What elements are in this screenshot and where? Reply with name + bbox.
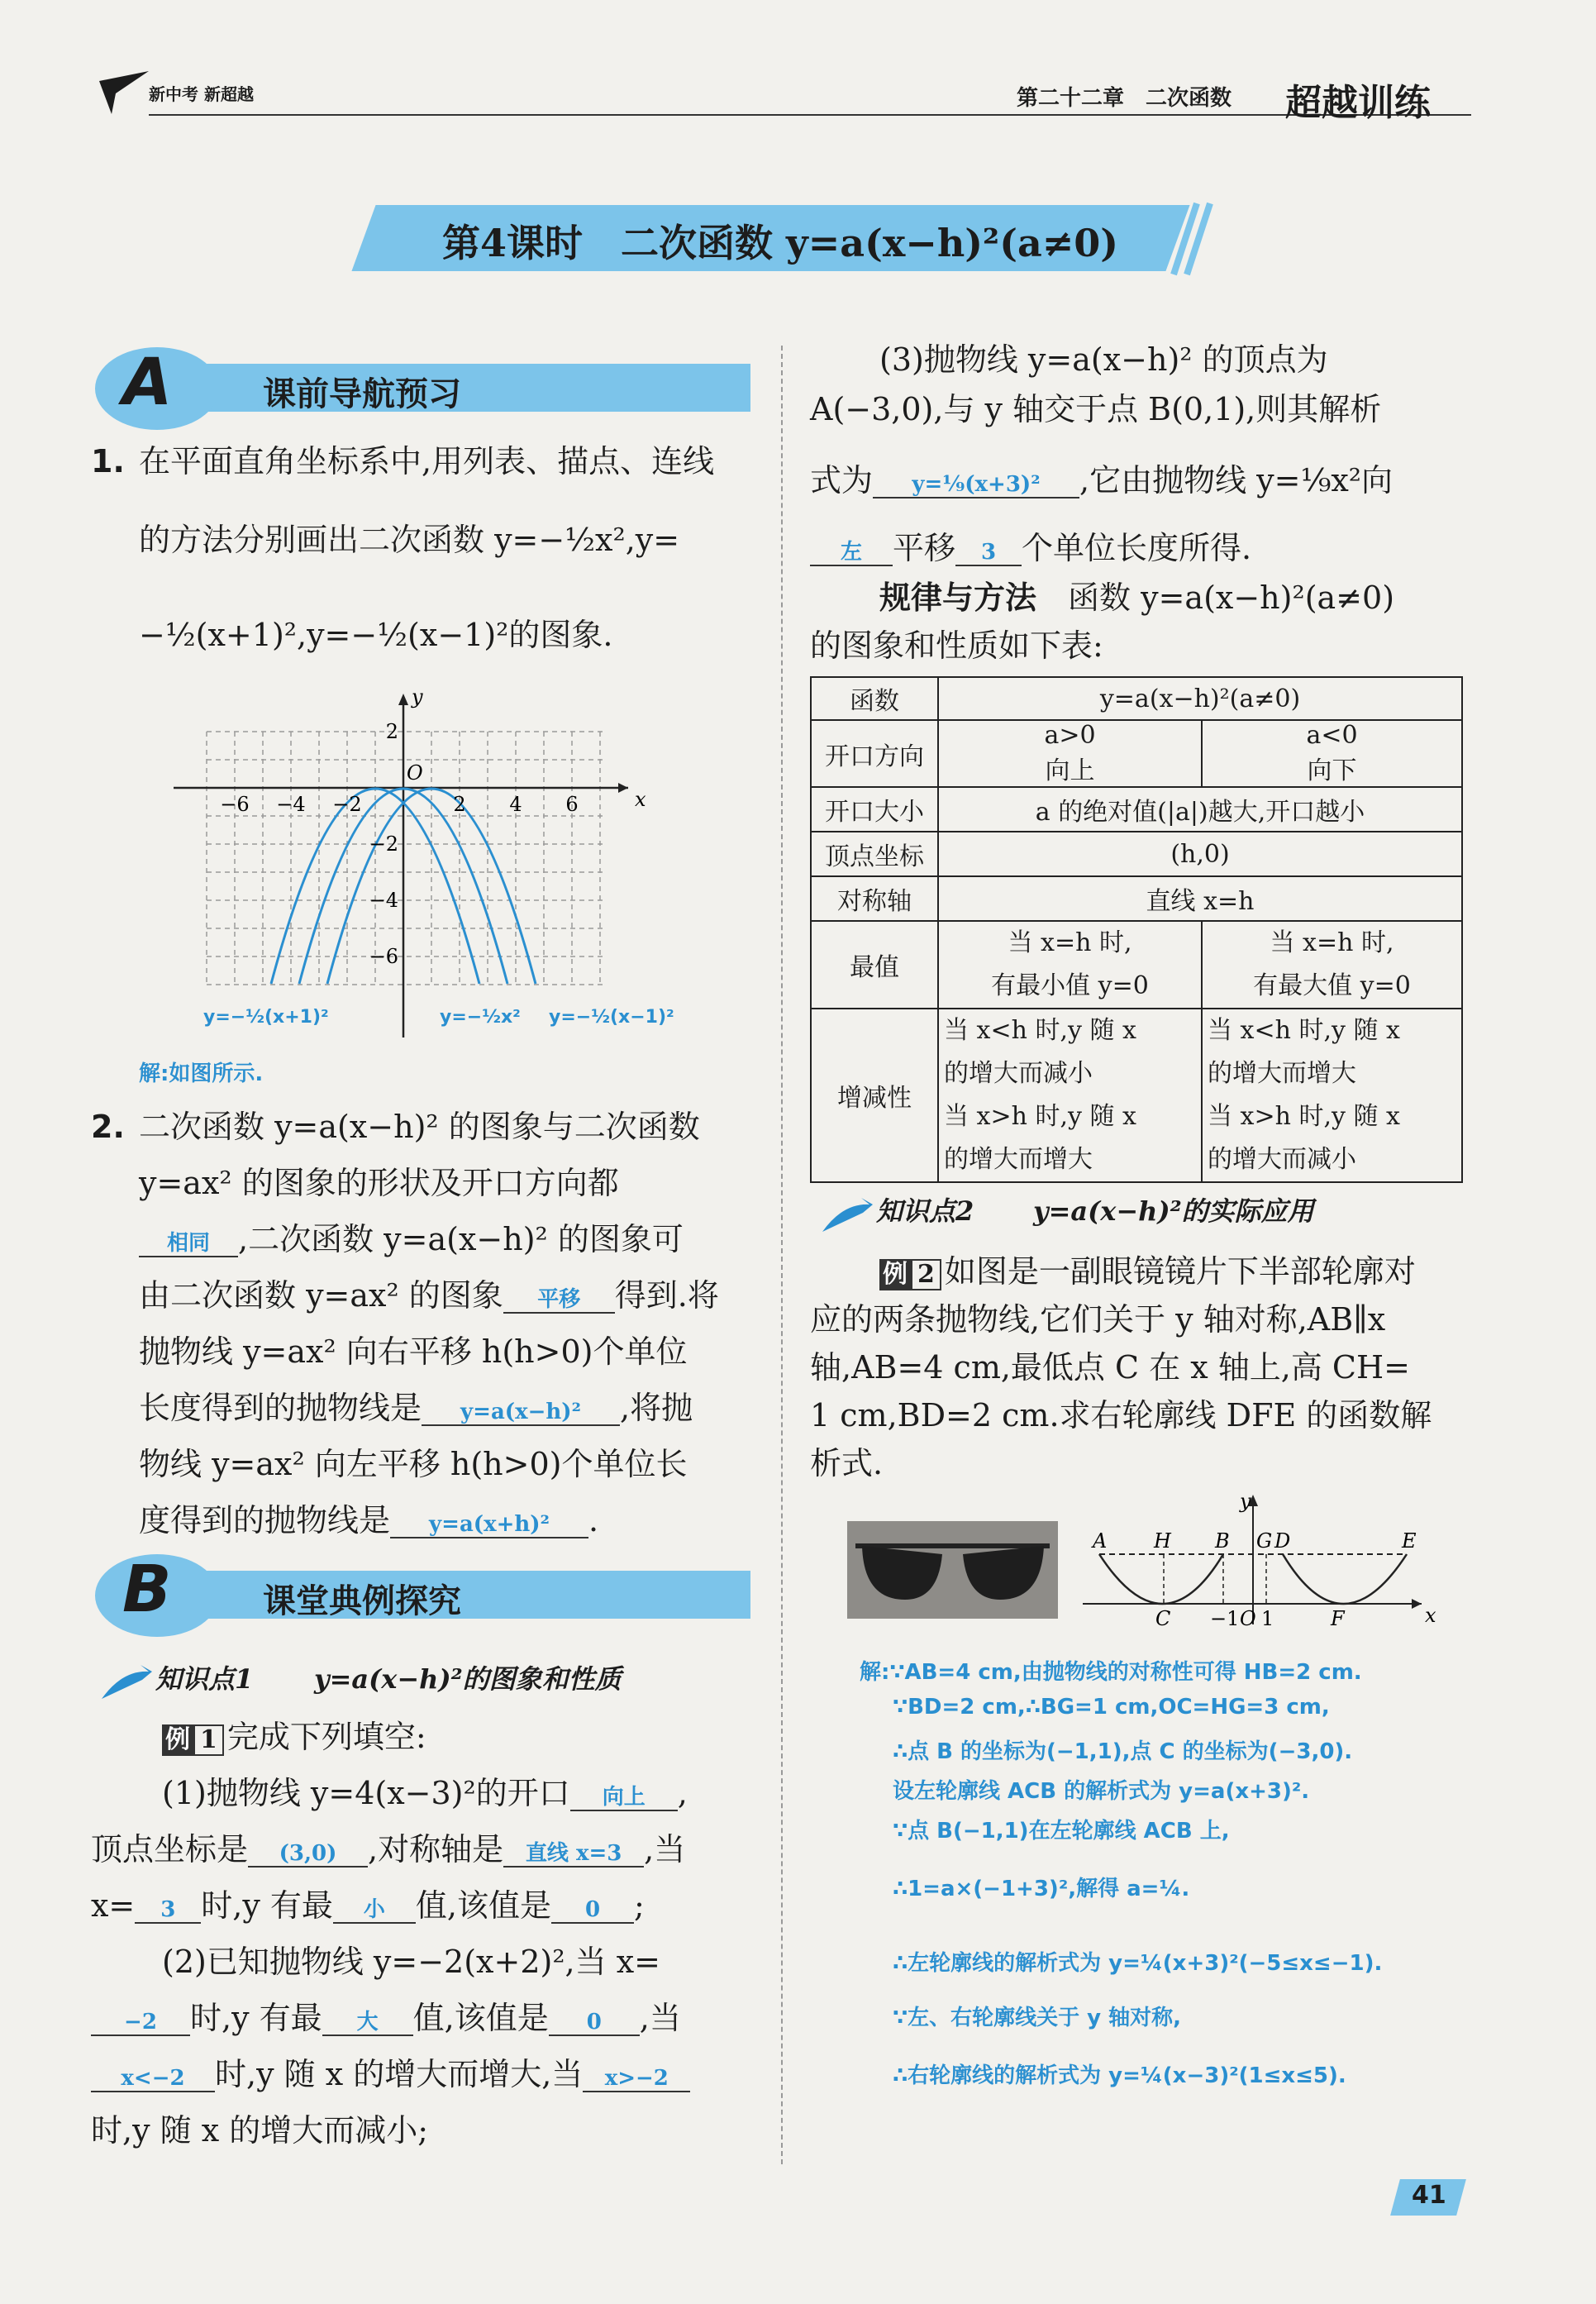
header-line [149, 114, 1471, 116]
q2-line2: y=ax² 的图象的形状及开口方向都 [139, 1165, 619, 1201]
rules-line2: 的图象和性质如下表: [810, 627, 1103, 664]
ex2-line4: 1 cm,BD=2 cm.求右轮廓线 DFE 的函数解 [810, 1397, 1432, 1433]
section-a-letter: A [122, 346, 173, 420]
q1-number: 1. [91, 443, 125, 479]
ex1-p2-line2: −2 时,y 有最 大 值,该值是 0 ,当 [91, 1991, 681, 2046]
label-curve-right: y=−½(x−1)² [549, 1007, 674, 1028]
kp1-title: y=a(x−h)²的图象和性质 [314, 1663, 622, 1695]
svg-text:A: A [1093, 1529, 1108, 1553]
ex1-p1-line2: 顶点坐标是 (3,0) ,对称轴是 直线 x=3 ,当 [91, 1831, 686, 1868]
section-b-letter: B [122, 1553, 172, 1627]
lens-profile-diagram [1074, 1488, 1438, 1629]
ex1-intro-line: 例 1 完成下列填空: [162, 1710, 426, 1765]
solution-line-6: ∴1=a×(−1+3)²,解得 a=¼. [893, 1877, 1190, 1901]
y-tick-m6: −6 [369, 945, 398, 968]
ex1-answer-max: 大 [322, 2011, 413, 2036]
header-chapter: 第二十二章 二次函数 [1017, 86, 1232, 111]
solution-line-9: ∴右轮廓线的解析式为 y=¼(x−3)²(1≤x≤5). [893, 2063, 1346, 2088]
q1-line3: −½(x+1)²,y=−½(x−1)²的图象. [139, 617, 613, 653]
q2-number: 2. [91, 1109, 125, 1145]
ex1-p1-line1: (1)抛物线 y=4(x−3)²的开口 向上 , [162, 1775, 688, 1811]
ex1-p2-line3: x<−2 时,y 随 x 的增大而增大,当 x>−2 [91, 2047, 690, 2102]
ex1-answer-x: 3 [135, 1898, 201, 1924]
svg-text:y: y [1240, 1490, 1251, 1513]
column-divider [781, 346, 783, 2164]
q2-line4: 由二次函数 y=ax² 的图象 平移 得到.将 [139, 1277, 719, 1314]
label-curve-left: y=−½(x+1)² [203, 1007, 329, 1028]
ex1-p3-line3: 式为 y=⅑(x+3)² ,它由抛物线 y=⅑x²向 [810, 462, 1393, 498]
q2-line6: 长度得到的抛物线是 y=a(x−h)² ,将抛 [139, 1390, 693, 1426]
ex1-answer-min: 小 [333, 1898, 416, 1924]
kp2-label: 知识点2 [876, 1195, 974, 1227]
q2-answer-left: y=a(x+h)² [390, 1513, 588, 1538]
x-tick-2: 2 [453, 793, 466, 816]
properties-table: 函数 y=a(x−h)²(a≠0) 开口方向 a>0 a<0 向上 向下 开口大小 a 的绝对值(|a|)越大,开口越小 顶点坐标 (h,0) 对称轴 直线 x=h 最值 当 x=h 时, 有最小值 y=0 当 x=h 时, 有最大值 y=0 增减性 当 x<h 时,y 随 x 的增大而减小 当 x>h 时,y 随 x 的增大而增大 当 x<h 时,y 随 x 的增大而增大 当 x>h 时,y 随 x 的增大而减小 [810, 676, 1463, 1183]
q1-line2: 的方法分别画出二次函数 y=−½x²,y= [139, 522, 680, 558]
solution-line-1: 解:∵AB=4 cm,由抛物线的对称性可得 HB=2 cm. [860, 1660, 1362, 1685]
q2-answer-same: 相同 [139, 1232, 238, 1257]
q1-line1: 在平面直角坐标系中,用列表、描点、连线 [139, 443, 715, 479]
lesson-title: 第4课时 二次函数 y=a(x−h)²(a≠0) [442, 221, 1119, 265]
q2-line5: 抛物线 y=ax² 向右平移 h(h>0)个单位 [139, 1333, 688, 1370]
ex1-p2-line1: (2)已知抛物线 y=−2(x+2)²,当 x= [162, 1944, 660, 1980]
ex1-p1-line3: x= 3 时,y 有最 小 值,该值是 0 ; [91, 1887, 645, 1924]
svg-text:G: G [1256, 1529, 1273, 1553]
ex1-p3-line1: (3)抛物线 y=a(x−h)² 的顶点为 [879, 341, 1328, 378]
q2-line1: 二次函数 y=a(x−h)² 的图象与二次函数 [139, 1109, 700, 1145]
ex1-p2-line4: 时,y 随 x 的增大而减小; [91, 2112, 429, 2149]
kp1-arrow-icon [98, 1662, 155, 1703]
header-brand: 新中考 新超越 [149, 84, 254, 104]
ex1-answer-dec: x>−2 [583, 2067, 690, 2092]
q2-line3: 相同 ,二次函数 y=a(x−h)² 的图象可 [139, 1212, 684, 1267]
ex1-answer-expr: y=⅑(x+3)² [873, 473, 1079, 498]
ex1-answer-value: 0 [551, 1898, 634, 1924]
ex1-answer-x2: −2 [91, 2011, 190, 2036]
svg-text:B: B [1215, 1529, 1230, 1553]
svg-text:C: C [1155, 1607, 1171, 1629]
svg-text:x: x [635, 788, 646, 811]
y-tick-m2: −2 [369, 832, 398, 856]
solution-line-5: ∵点 B(−1,1)在左轮廓线 ACB 上, [893, 1819, 1230, 1844]
svg-text:E: E [1402, 1529, 1417, 1553]
ex1-answer-vertex: (3,0) [248, 1842, 368, 1868]
solution-line-3: ∴点 B 的坐标为(−1,1),点 C 的坐标为(−3,0). [893, 1739, 1353, 1764]
ex1-p3-line2: A(−3,0),与 y 轴交于点 B(0,1),则其解析 [810, 391, 1382, 427]
svg-text:x: x [1425, 1604, 1436, 1627]
svg-text:D: D [1274, 1529, 1291, 1553]
q2-line8: 度得到的抛物线是 y=a(x+h)² . [139, 1502, 599, 1538]
page-number: 41 [1412, 2181, 1446, 2210]
th-function: 函数 [811, 677, 938, 720]
ex1-answer-open: 向上 [570, 1786, 678, 1811]
ex2-line2: 应的两条抛物线,它们关于 y 轴对称,AB∥x [810, 1301, 1386, 1338]
svg-text:H: H [1154, 1529, 1171, 1553]
y-tick-m4: −4 [369, 889, 398, 912]
ex1-answer-value2: 0 [549, 2011, 640, 2036]
ex1-answer-units: 3 [955, 541, 1022, 566]
x-tick-6: 6 [565, 793, 579, 816]
svg-text:F: F [1331, 1607, 1345, 1629]
ex1-num: 1 [193, 1724, 224, 1756]
banner-stripes [1157, 202, 1215, 276]
kp1-label: 知识点1 [155, 1663, 254, 1695]
ex2-num: 2 [911, 1259, 941, 1290]
solution-line-4: 设左轮廓线 ACB 的解析式为 y=a(x+3)². [893, 1779, 1310, 1804]
ex1-answer-inc: x<−2 [91, 2067, 215, 2092]
parabola-graph [149, 682, 760, 1046]
section-b-title: 课堂典例探究 [263, 1582, 461, 1620]
svg-text:1: 1 [1261, 1607, 1274, 1629]
ex2-label: 例 [879, 1259, 911, 1290]
y-tick-2: 2 [385, 720, 398, 743]
q2-answer-right: y=a(x−h)² [422, 1400, 620, 1426]
svg-text:O: O [1240, 1607, 1256, 1629]
x-tick-m6: −6 [220, 793, 250, 816]
label-curve-center: y=−½x² [440, 1007, 521, 1028]
q2-line7: 物线 y=ax² 向左平移 h(h>0)个单位长 [139, 1446, 688, 1482]
ex1-answer-axis: 直线 x=3 [503, 1842, 644, 1868]
ex2-line3: 轴,AB=4 cm,最低点 C 在 x 轴上,高 CH= [810, 1349, 1410, 1386]
x-tick-m4: −4 [276, 793, 306, 816]
svg-text:−1: −1 [1210, 1607, 1240, 1629]
ex2-line5: 析式. [810, 1445, 884, 1481]
q2-answer-translate: 平移 [503, 1288, 615, 1314]
svg-text:y: y [412, 685, 423, 708]
q1-answer: 解:如图所示. [139, 1061, 264, 1086]
x-tick-4: 4 [509, 793, 522, 816]
ex2-line1: 例 2 如图是一副眼镜镜片下半部轮廓对 [879, 1244, 1416, 1300]
kp2-title: y=a(x−h)²的实际应用 [1033, 1195, 1314, 1227]
ex1-answer-dir: 左 [810, 541, 893, 566]
kp2-arrow-icon [818, 1195, 876, 1236]
svg-text:O: O [407, 761, 423, 785]
solution-line-2: ∵BD=2 cm,∴BG=1 cm,OC=HG=3 cm, [893, 1695, 1330, 1720]
ex1-p3-line4: 左 平移 3 个单位长度所得. [810, 521, 1251, 576]
x-tick-m2: −2 [332, 793, 362, 816]
brand-arrow-icon [91, 64, 157, 122]
solution-line-8: ∵左、右轮廓线关于 y 轴对称, [893, 2006, 1182, 2030]
ex1-label: 例 [162, 1724, 193, 1756]
header-series: 超越训练 [1285, 82, 1431, 124]
rules-line1: 规律与方法 函数 y=a(x−h)²(a≠0) [879, 580, 1395, 616]
section-a-title: 课前导航预习 [263, 375, 461, 413]
sunglasses-photo [847, 1521, 1058, 1619]
solution-line-7: ∴左轮廓线的解析式为 y=¼(x+3)²(−5≤x≤−1). [893, 1951, 1383, 1976]
